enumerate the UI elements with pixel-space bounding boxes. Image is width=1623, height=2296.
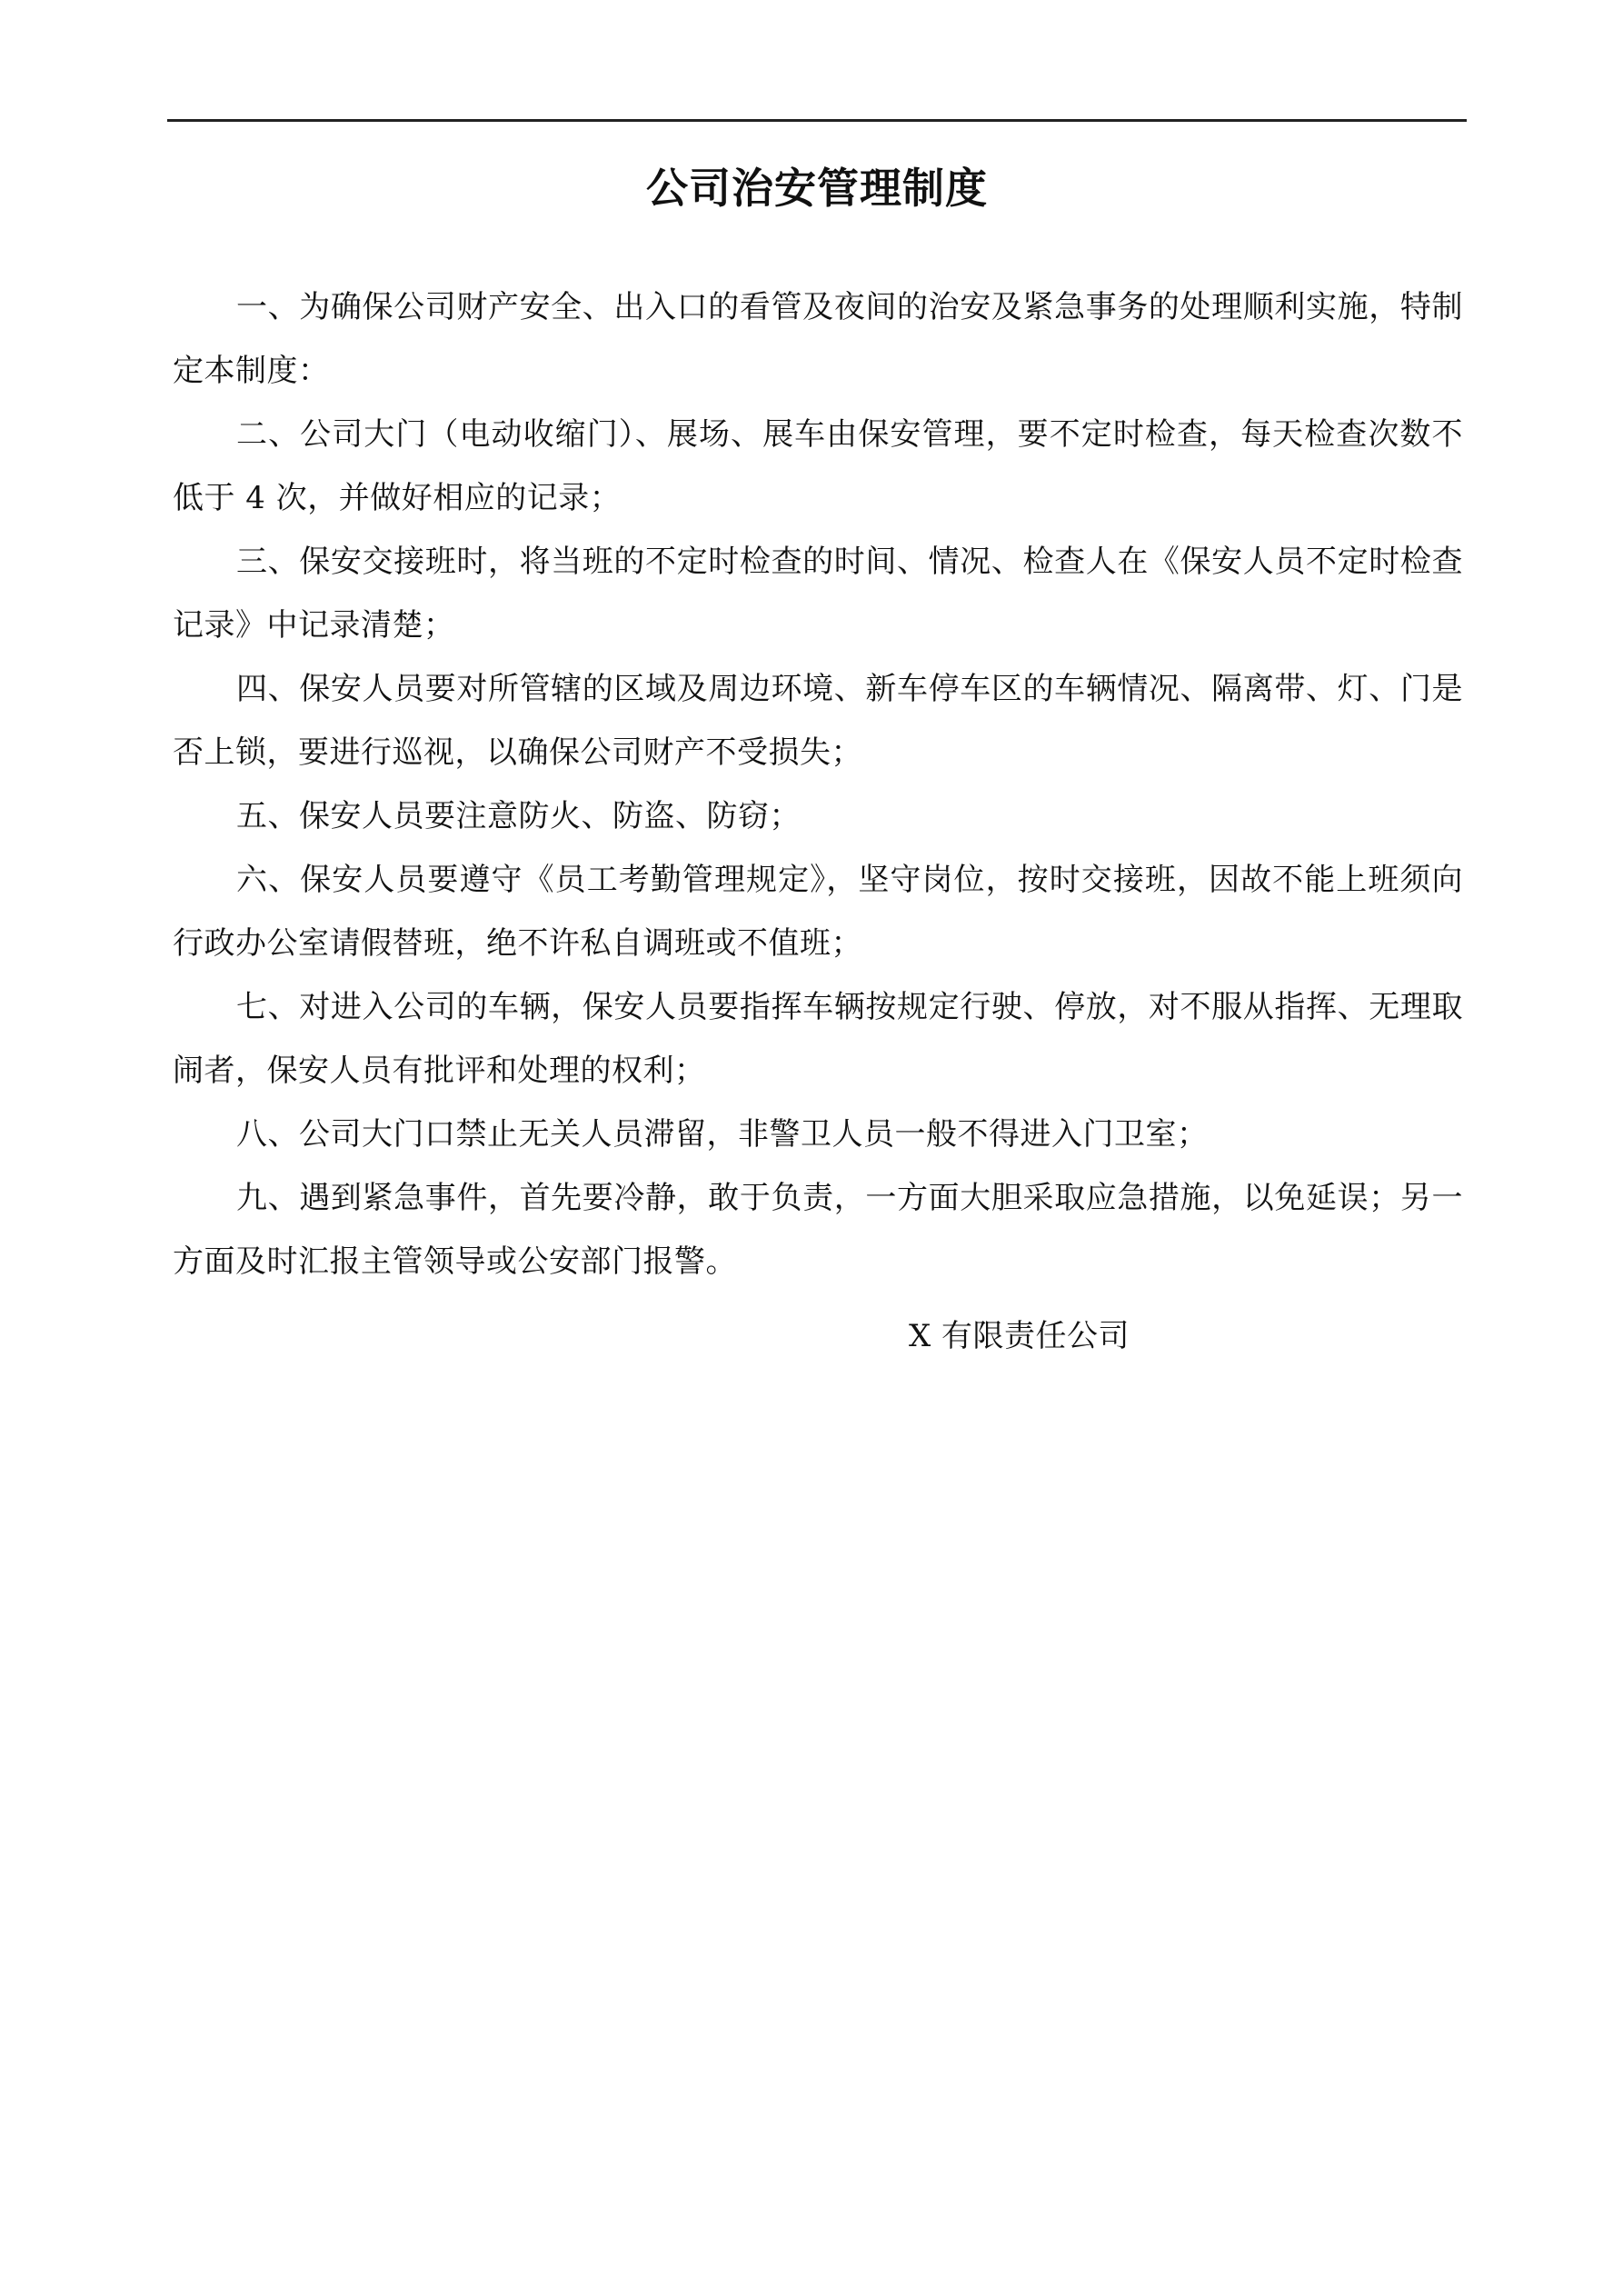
clause-3: 三、保安交接班时，将当班的不定时检查的时间、情况、检查人在《保安人员不定时检查记录》中记录清楚； [173, 544, 1463, 644]
clause-9: 九、遇到紧急事件，首先要冷静，敢于负责，一方面大胆采取应急措施，以免延误；另一方面及时汇报主管领导或公安部门报警。 [173, 1180, 1463, 1280]
clause-7: 七、对进入公司的车辆，保安人员要指挥车辆按规定行驶、停放，对不服从指挥、无理取闹者，保安人员有批评和处理的权利； [173, 989, 1463, 1089]
clause-5: 五、保安人员要注意防火、防盗、防窃； [236, 798, 801, 834]
clause-8: 八、公司大门口禁止无关人员滞留，非警卫人员一般不得进入门卫室； [236, 1116, 1209, 1153]
document-title: 公司治安管理制度 [646, 164, 988, 213]
clause-6: 六、保安人员要遵守《员工考勤管理规定》，坚守岗位，按时交接班，因故不能上班须向行政办公室请假替班，绝不许私自调班或不值班； [173, 862, 1463, 962]
company-signature: X 有限责任公司 [909, 1318, 1130, 1354]
clause-4: 四、保安人员要对所管辖的区域及周边环境、新车停车区的车辆情况、隔离带、灯、门是否上锁，要进行巡视，以确保公司财产不受损失； [173, 671, 1463, 771]
header-rule [167, 119, 1467, 122]
clause-1: 一、为确保公司财产安全、出入口的看管及夜间的治安及紧急事务的处理顺利实施，特制定本制度： [173, 289, 1463, 389]
document-body [173, 275, 1463, 1293]
clause-2: 二、公司大门（电动收缩门）、展场、展车由保安管理，要不定时检查，每天检查次数不低于 4 次，并做好相应的记录； [173, 416, 1463, 516]
